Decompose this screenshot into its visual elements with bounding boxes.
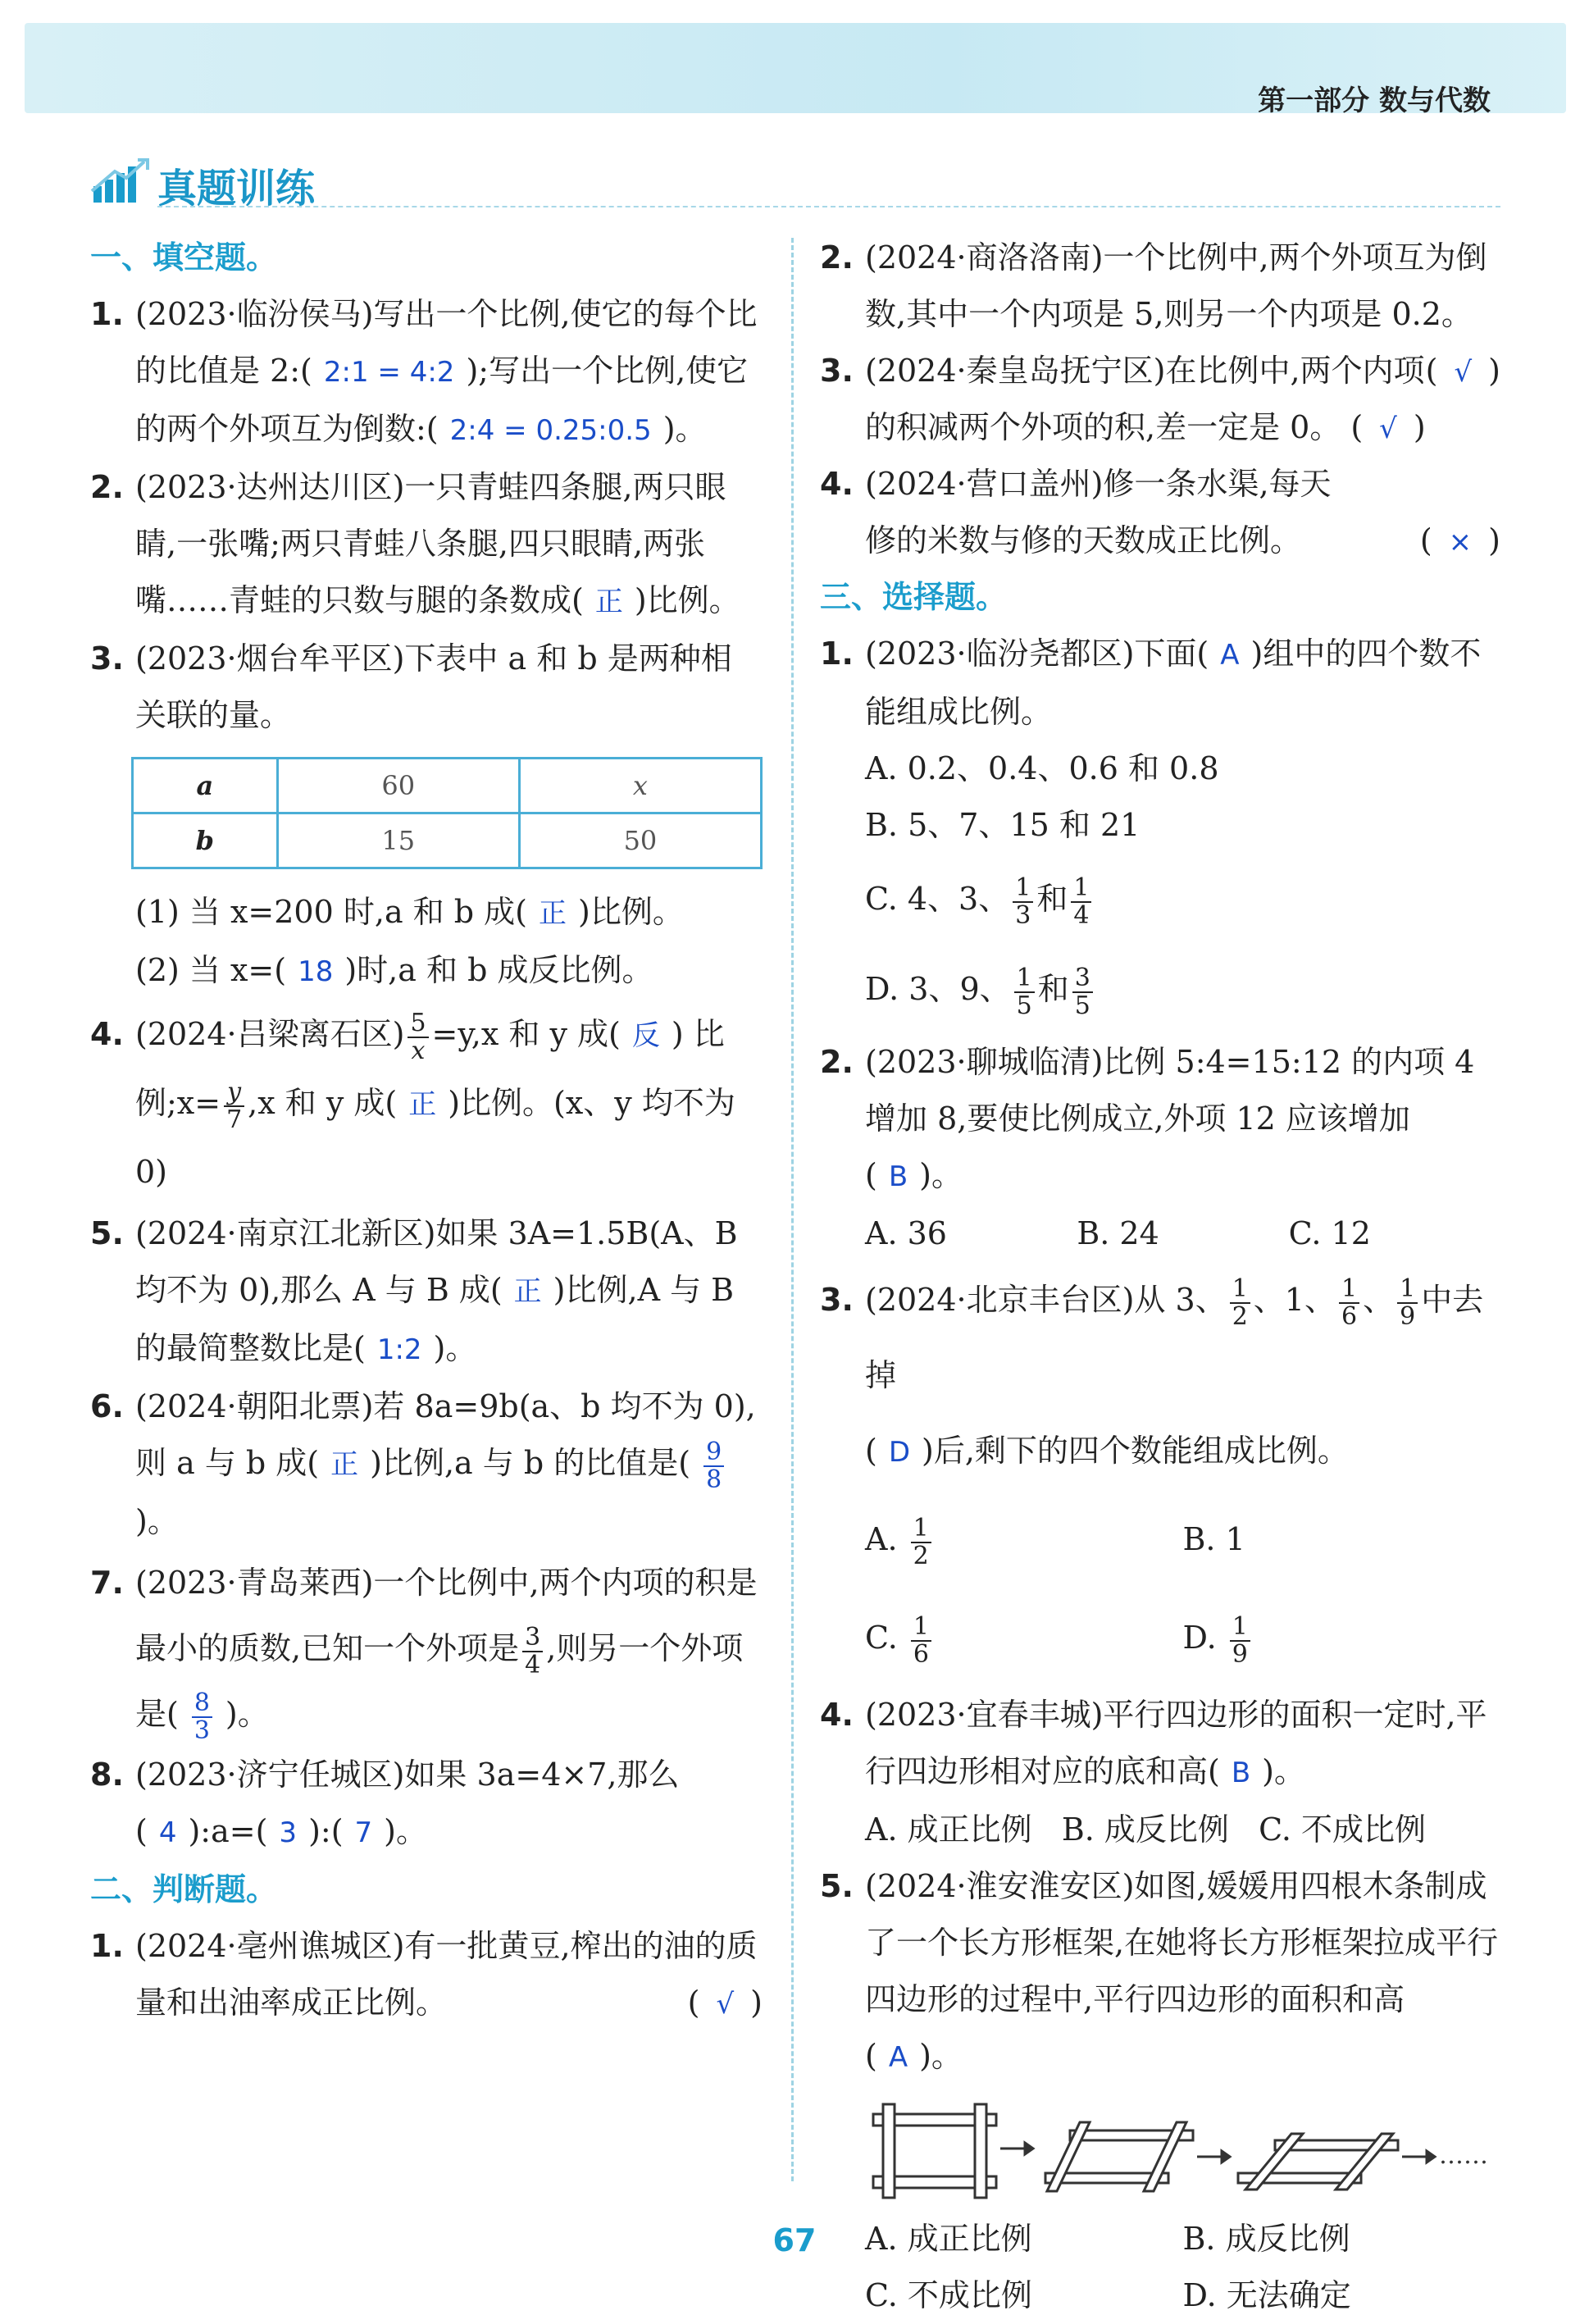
question-number: 5. xyxy=(90,1215,124,1251)
left-column xyxy=(90,230,763,2033)
question-number: 1. xyxy=(90,1928,124,1964)
section-title xyxy=(90,152,1500,212)
option-c: C. $\frac{1}{6}$ xyxy=(865,1588,1183,1687)
question-number: 1. xyxy=(820,636,854,672)
answer-fraction: $\frac{9}{8}$ xyxy=(703,1439,724,1493)
question-number: 2. xyxy=(820,1044,854,1080)
fill-question-2: 2. (2023·达州达川区)一只青蛙四条腿,两只眼睛,一张嘴;两只青蛙八条腿,四只眼睛,两张嘴……青蛙的只数与腿的条数成( 正 )比例。 xyxy=(90,459,763,631)
fraction: $\frac{1}{5}$ xyxy=(1014,965,1035,1019)
title-text: 真题训练 xyxy=(157,166,316,212)
table-cell: a xyxy=(133,759,278,813)
judge-question-1: 1. (2024·亳州谯城区)有一批黄豆,榨出的油的质量和出油率成正比例。 ( √ ) xyxy=(90,1918,763,2031)
judge-question-2: 2. (2024·商洛洛南)一个比例中,两个外项互为倒数,其中一个内项是 5,则另一个内项是 0.2。 ( √ ) xyxy=(820,230,1500,343)
answer: 4 xyxy=(158,1816,177,1849)
option-b: B. 5、7、15 和 21 xyxy=(865,807,1141,843)
option-a: A. 36 xyxy=(865,1215,947,1251)
ab-table xyxy=(131,757,763,869)
options xyxy=(820,1490,1500,1588)
answer: 1:2 xyxy=(376,1333,422,1366)
option-b: B. 成反比例 xyxy=(1182,2221,1350,2257)
option-d: D. 3、9、 $\frac{1}{5}$ 和 $\frac{3}{5}$ xyxy=(865,944,1500,1034)
answer: 反 xyxy=(631,1019,660,1052)
arrow-icon xyxy=(1000,2143,1033,2154)
rectangle-frame xyxy=(873,2104,996,2198)
fraction: $\frac{1}{6}$ xyxy=(1339,1276,1359,1330)
option-b: B. 24 xyxy=(1077,1215,1159,1251)
option-c: C. 4、3、 $\frac{1}{3}$ 和 $\frac{1}{4}$ xyxy=(865,854,1500,944)
table-cell: b xyxy=(133,813,278,868)
arrow-icon xyxy=(1197,2151,1230,2162)
choice-question-1: 1. (2023·临汾尧都区)下面( A )组中的四个数不能组成比例。 xyxy=(820,626,1500,740)
table-cell: 60 xyxy=(277,759,519,813)
right-column xyxy=(820,230,1500,2324)
answer-mark: ( √ ) xyxy=(1425,353,1500,389)
fraction: $\frac{1}{9}$ xyxy=(1397,1276,1418,1330)
fraction: $\frac{1}{3}$ xyxy=(1013,875,1033,929)
sub-question-1: (1) 当 x=200 时,a 和 b 成( 正 )比例。 xyxy=(135,894,684,930)
choice-question-5: 5. (2024·淮安淮安区)如图,媛媛用四根木条制成了一个长方形框架,在她将长方形框架拉成平行四边形的过程中,平行四边形的面积和高( A )。 xyxy=(820,1858,1500,2086)
question-number: 5. xyxy=(820,1868,854,1904)
fill-question-1: 1. (2023·临汾侯马)写出一个比例,使它的每个比的比值是 2:( 2:1 = 4:2 );写出一个比例,使它的两个外项互为倒数:( 2:4 = 0.25:0.5 )。 xyxy=(90,286,763,459)
fill-question-5: 5. (2024·南京江北新区)如果 3A=1.5B(A、B 均不为 0),那么 A 与 B 成( 正 )比例,A 与 B 的最简整数比是( 1:2 )。 xyxy=(90,1205,763,1378)
question-number: 4. xyxy=(820,1697,854,1733)
answer-mark: ( √ ) xyxy=(687,1985,763,2021)
choice-question-4: 4. (2023·宜春丰城)平行四边形的面积一定时,平行四边形相对应的底和高( B )。 xyxy=(820,1687,1500,1802)
column-divider xyxy=(791,238,794,2181)
answer: D xyxy=(888,1436,911,1469)
question-number: 6. xyxy=(90,1388,124,1424)
title-underline xyxy=(157,206,1500,207)
fraction: $\frac{1}{6}$ xyxy=(911,1614,931,1668)
fraction: $\frac{y}{7}$ xyxy=(224,1079,244,1133)
option-a: A. 成正比例 xyxy=(865,2221,1032,2257)
section-heading-judge: 二、判断题。 xyxy=(90,1871,278,1907)
table-row xyxy=(133,759,762,813)
question-number: 2. xyxy=(820,239,854,276)
table-row xyxy=(133,813,762,868)
header-section-label: 第一部分 数与代数 xyxy=(1258,84,1491,117)
fraction: $\frac{3}{5}$ xyxy=(1072,965,1093,1019)
parallelogram-frame-1 xyxy=(1045,2122,1193,2191)
question-number: 7. xyxy=(90,1565,124,1601)
parallelogram-frame-2 xyxy=(1238,2134,1398,2190)
table-cell: 50 xyxy=(519,813,761,868)
answer-mark: ( × ) xyxy=(1419,522,1500,558)
option-c: C. 不成比例 xyxy=(865,2277,1032,2313)
option-d: D. $\frac{1}{9}$ xyxy=(1183,1588,1501,1687)
answer: A xyxy=(1220,639,1240,672)
answer: 3 xyxy=(279,1816,298,1849)
bar-chart-icon xyxy=(90,158,156,204)
question-number: 4. xyxy=(90,1016,124,1052)
answer: 2:1 = 4:2 xyxy=(323,356,455,389)
fill-question-4: 4. (2024·吕梁离石区) $\frac{5}{x}$ =y,x 和 y 成( 反 ) 比例;x= $\frac{y}{7}$ ,x 和 y 成( 正 )比例。(x、y 均不为 0) xyxy=(90,1000,763,1205)
fraction: $\frac{1}{9}$ xyxy=(1230,1614,1250,1668)
table-cell: 15 xyxy=(277,813,519,868)
choice-question-3: 3. (2024·北京丰台区)从 3、 $\frac{1}{2}$ 、1、 $\frac{1}{6}$ 、 $\frac{1}{9}$ 中去掉 ( D )后,剩下的四个数能组成比例。 xyxy=(820,1262,1500,1490)
page-number: 67 xyxy=(772,2222,817,2258)
judge-question-3: 3. (2024·秦皇岛抚宁区)在比例中,两个内项的积减两个外项的积,差一定是 0。 ( √ ) xyxy=(820,343,1500,456)
judge-question-4: 4. (2024·营口盖州)修一条水渠,每天修的米数与修的天数成正比例。 ( × ) xyxy=(820,456,1500,569)
options: A. 成正比例 B. 成反比例 C. 不成比例 xyxy=(865,1811,1427,1848)
fill-question-3: 3. (2023·烟台牟平区)下表中 a 和 b 是两种相关联的量。 xyxy=(90,631,763,744)
answer: A xyxy=(888,2041,908,2074)
answer-fraction: $\frac{8}{3}$ xyxy=(192,1690,212,1744)
section-heading-choice: 三、选择题。 xyxy=(820,579,1008,615)
fraction: $\frac{5}{x}$ xyxy=(407,1010,428,1064)
answer: 18 xyxy=(298,955,334,988)
question-number: 3. xyxy=(820,1282,854,1318)
option-d: D. 无法确定 xyxy=(1182,2277,1351,2313)
fraction: $\frac{1}{2}$ xyxy=(911,1515,931,1570)
sub-question-2: (2) 当 x=( 18 )时,a 和 b 成反比例。 xyxy=(135,952,653,988)
option-a: A. 0.2、0.4、0.6 和 0.8 xyxy=(865,750,1219,786)
fill-question-8: 8. (2023·济宁任城区)如果 3a=4×7,那么( 4 ):a=( 3 ):( 7 )。 xyxy=(90,1747,763,1861)
option-c: C. 12 xyxy=(1288,1215,1371,1251)
question-number: 8. xyxy=(90,1757,124,1793)
question-number: 3. xyxy=(820,353,854,389)
choice-question-2: 2. (2023·聊城临清)比例 5:4=15:12 的内项 4 增加 8,要使比例成立,外项 12 应该增加( B )。 xyxy=(820,1034,1500,1205)
answer-mark: ( √ ) xyxy=(1350,409,1426,445)
answer: 正 xyxy=(594,586,623,618)
answer: 7 xyxy=(354,1816,373,1849)
question-number: 4. xyxy=(820,466,854,502)
fill-question-6: 6. (2024·朝阳北票)若 8a=9b(a、b 均不为 0),则 a 与 b 成( 正 )比例,a 与 b 的比值是( $\frac{9}{8}$ )。 xyxy=(90,1378,763,1550)
options xyxy=(820,740,1500,1034)
table-cell: x xyxy=(519,759,761,813)
question-number: 2. xyxy=(90,469,124,505)
options xyxy=(820,1588,1500,1687)
option-a: A. $\frac{1}{2}$ xyxy=(865,1490,1183,1588)
fill-question-7: 7. (2023·青岛莱西)一个比例中,两个内项的积是最小的质数,已知一个外项是 $\frac{3}{4}$ ,则另一个外项是( $\frac{8}{3}$ )。 xyxy=(90,1550,763,1747)
answer: 正 xyxy=(539,897,567,930)
option-b: B. 1 xyxy=(1182,1521,1245,1557)
ellipsis-text: …… xyxy=(1439,2141,1488,2170)
options xyxy=(820,1205,1500,1262)
answer: B xyxy=(888,1160,908,1193)
answer: 2:4 = 0.25:0.5 xyxy=(449,414,652,447)
fraction: $\frac{1}{4}$ xyxy=(1071,875,1091,929)
fraction: $\frac{3}{4}$ xyxy=(522,1625,543,1679)
answer: 正 xyxy=(330,1448,359,1481)
arrow-icon xyxy=(1402,2151,1435,2162)
section-heading-fill: 一、填空题。 xyxy=(90,239,278,276)
answer: 正 xyxy=(513,1275,542,1308)
answer: B xyxy=(1231,1757,1251,1789)
frame-deformation-figure xyxy=(865,2098,1488,2204)
fraction: $\frac{1}{2}$ xyxy=(1230,1276,1250,1330)
question-number: 3. xyxy=(90,640,124,677)
answer: 正 xyxy=(408,1088,437,1121)
question-number: 1. xyxy=(90,296,124,332)
